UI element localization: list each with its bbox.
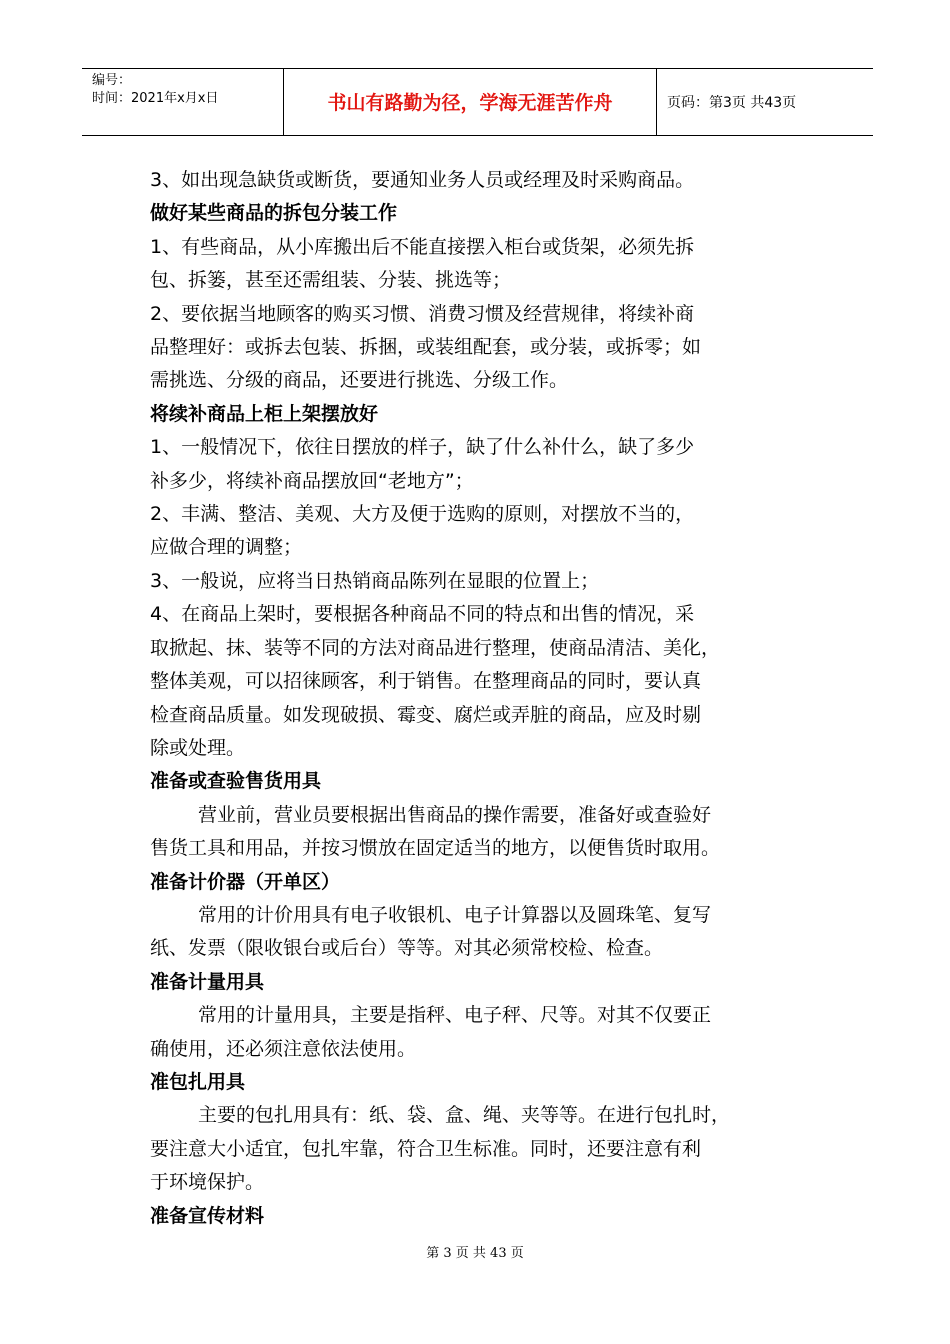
paragraph-line: 3、如出现急缺货或断货，要通知业务人员或经理及时采购商品。 <box>150 169 695 191</box>
paragraph-line: 常用的计价用具有电子收银机、电子计算器以及圆珠笔、复写 <box>198 903 712 926</box>
header-motto-cell <box>284 69 657 135</box>
paragraph-line: 包、拆篓，甚至还需组装、分装、挑选等； <box>150 269 512 292</box>
motto: 书山有路勤为径，学海无涯苦作舟 <box>327 92 613 114</box>
paragraph-line: 品整理好：或拆去包装、拆捆，或装组配套，或分装，或拆零；如 <box>150 336 702 359</box>
paragraph-line: 营业前，营业员要根据出售商品的操作需要，准备好或查验好 <box>198 803 712 826</box>
paragraph-line: 2、丰满、整洁、美观、大方及便于选购的原则，对摆放不当的， <box>150 503 695 526</box>
section-heading: 做好某些商品的拆包分装工作 <box>150 202 398 225</box>
paragraph-line: 要注意大小适宜，包扎牢靠，符合卫生标准。同时，还要注意有利 <box>150 1137 702 1160</box>
paragraph-line: 纸、发票（限收银台或后台）等等。对其必须常校检、检查。 <box>150 937 664 960</box>
paragraph-line: 3、一般说，应将当日热销商品陈列在显眼的位置上； <box>150 569 600 592</box>
section-heading: 准备计价器（开单区） <box>150 870 341 893</box>
paragraph-line: 检查商品质量。如发现破损、霉变、腐烂或弄脏的商品，应及时剔 <box>150 703 702 726</box>
section-heading: 准包扎用具 <box>150 1070 246 1093</box>
paragraph-line: 补多少，将续补商品摆放回“老地方”； <box>150 469 474 492</box>
paragraph-line: 需挑选、分级的商品，还要进行挑选、分级工作。 <box>150 369 569 392</box>
document-header <box>82 68 873 136</box>
page-number-label: 页码：第3页 共43页 <box>667 95 797 111</box>
paragraph-line: 常用的计量用具，主要是指秤、电子秤、尺等。对其不仅要正 <box>198 1004 712 1027</box>
document-body <box>150 164 820 1233</box>
paragraph-line: 应做合理的调整； <box>150 536 303 559</box>
section-heading: 将续补商品上柜上架摆放好 <box>150 402 379 425</box>
section-heading: 准备或查验售货用具 <box>150 770 322 793</box>
paragraph-line: 2、要依据当地顾客的购买习惯、消费习惯及经营规律，将续补商 <box>150 302 695 325</box>
paragraph-line: 除或处理。 <box>150 736 246 759</box>
header-page-cell <box>657 69 873 135</box>
header-meta-cell <box>82 69 284 135</box>
section-heading: 准备宣传材料 <box>150 1204 265 1227</box>
paragraph-line: 售货工具和用品，并按习惯放在固定适当的地方，以便售货时取用。 <box>150 837 721 860</box>
paragraph-line: 于环境保护。 <box>150 1171 265 1194</box>
date-label: 时间：2021年x月x日 <box>92 91 219 106</box>
paragraph-line: 取掀起、抹、装等不同的方法对商品进行整理，使商品清洁、美化， <box>150 636 721 659</box>
paragraph-line: 主要的包扎用具有：纸、袋、盒、绳、夹等等。在进行包扎时， <box>198 1104 731 1127</box>
section-heading: 准备计量用具 <box>150 970 265 993</box>
paragraph-line: 4、在商品上架时，要根据各种商品不同的特点和出售的情况，采 <box>150 603 695 626</box>
paragraph-line: 确使用，还必须注意依法使用。 <box>150 1037 417 1060</box>
paragraph-line: 1、有些商品，从小库搬出后不能直接摆入柜台或货架，必须先拆 <box>150 235 695 258</box>
number-label: 编号： <box>92 73 132 88</box>
paragraph-line: 1、一般情况下，依往日摆放的样子，缺了什么补什么，缺了多少 <box>150 436 695 459</box>
paragraph-line: 整体美观，可以招徕顾客，利于销售。在整理商品的同时，要认真 <box>150 670 702 693</box>
page-footer: 第 3 页 共 43 页 <box>426 1246 524 1261</box>
